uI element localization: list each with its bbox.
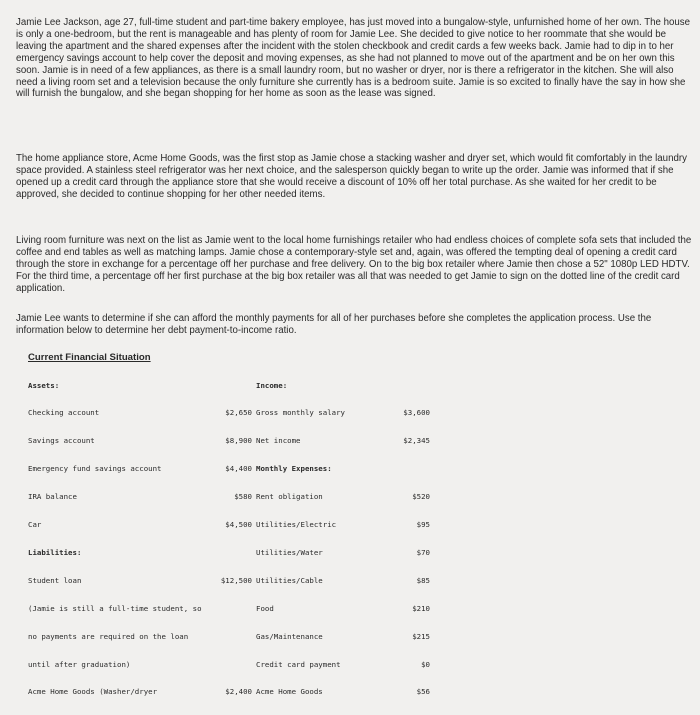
value-row xyxy=(200,604,252,613)
value-row: $520 xyxy=(412,492,430,502)
income-expenses-labels xyxy=(256,362,371,715)
label-row: Student loan xyxy=(28,575,82,585)
paragraph-intro: Jamie Lee Jackson, age 27, full-time student and part-time bakery employee, has just moved into a bungalow-style, unfurnished home of her own. The house is only a one-bedroom, but the rent is manageable and has plenty of room for Jamie Lee. She decided to give notice to her roommate that she would be leaving the apartment and the shared expenses after the incident with the stolen checkbook and credit cards a few weeks back. Jamie had to dip in to her emergency savings account to help cover the deposit and moving expenses, as she had not planned to move out of the apartment and be on her own this soon. Jamie is in need of a few appliances, as there is a small laundry room, but no washer or dryer, nor is there a refrigerator in the kitchen. She will also need a living room set and a television because the only furniture she currently has is a bedroom suite. Jamie is so excited to finally have the say in how she will furnish the bungalow, and she began shopping for her home as soon as the lease was signed. xyxy=(16,17,691,100)
value-row xyxy=(200,660,252,669)
label-row: Food xyxy=(256,603,274,613)
income-expenses-values xyxy=(376,362,430,715)
value-row: $85 xyxy=(416,575,430,585)
assets-liabilities-values xyxy=(200,362,252,715)
value-row: $580 xyxy=(234,492,252,502)
value-row: $210 xyxy=(412,603,430,613)
value-row: $8,900 xyxy=(225,436,252,446)
value-row: $95 xyxy=(416,520,430,530)
value-row xyxy=(376,381,430,390)
label-row: until after graduation) xyxy=(28,659,131,669)
value-row: $70 xyxy=(416,547,430,557)
label-row: Acme Home Goods (Washer/dryer xyxy=(28,687,158,697)
value-row: $2,345 xyxy=(403,436,430,446)
label-row: Checking account xyxy=(28,408,100,418)
label-row: Assets: xyxy=(28,380,60,390)
label-row: Credit card payment xyxy=(256,659,341,669)
value-row: $4,500 xyxy=(225,520,252,530)
label-row: Rent obligation xyxy=(256,492,323,502)
value-row: $0 xyxy=(421,659,430,669)
label-row: Acme Home Goods xyxy=(256,687,323,697)
value-row xyxy=(200,632,252,641)
label-row: Car xyxy=(28,520,42,530)
value-row xyxy=(376,464,430,473)
value-row xyxy=(200,548,252,557)
value-row: $4,400 xyxy=(225,464,252,474)
label-row: Emergency fund savings account xyxy=(28,464,162,474)
paragraph-appliances: The home appliance store, Acme Home Goods, was the first stop as Jamie chose a stacking washer and dryer set, which would fit comfortably in the laundry space provided. A stainless steel refrigerator was her next choice, and the salesperson quickly began to write up the order. Jamie was informed that if she opened up a credit card through the appliance store that she would receive a discount of 10% off her total purchase. As she waited for her credit to be approved, she decided to continue shopping for her other needed items. xyxy=(16,153,687,200)
label-row: Income: xyxy=(256,380,288,390)
label-row: Utilities/Electric xyxy=(256,520,337,530)
value-row: $56 xyxy=(416,687,430,697)
label-row: (Jamie is still a full-time student, so xyxy=(28,603,202,613)
label-row: no payments are required on the loan xyxy=(28,631,189,641)
paragraph-furniture: Living room furniture was next on the list as Jamie went to the local home furnishings retailer who had endless choices of complete sofa sets that included the coffee and end tables as well as matching lamps. Jamie chose a contemporary-style set and, again, was offered the tempting deal of opening a credit card through the store in exchange for a percentage off her purchase and free delivery. On to the big box retailer where Jamie then chose a 52" 1080p LED HDTV. For the third time, a percentage off her first purchase at the big box retailer was all that was needed to get Jamie to sign on the dotted line of the credit card application. xyxy=(16,235,692,294)
value-row xyxy=(200,381,252,390)
label-row: Savings account xyxy=(28,436,95,446)
label-row: IRA balance xyxy=(28,492,77,502)
value-row: $3,600 xyxy=(403,408,430,418)
label-row: Utilities/Cable xyxy=(256,575,323,585)
label-row: Liabilities: xyxy=(28,547,82,557)
label-row: Utilities/Water xyxy=(256,547,323,557)
paragraph-instructions: Jamie Lee wants to determine if she can afford the monthly payments for all of her purchases before she completes the application process. Use the information below to determine her debt payment-to-income ratio. xyxy=(16,313,652,336)
label-row: Net income xyxy=(256,436,301,446)
value-row: $2,400 xyxy=(225,687,252,697)
value-row: $215 xyxy=(412,631,430,641)
financial-situation-title: Current Financial Situation xyxy=(28,352,151,363)
label-row: Gross monthly salary xyxy=(256,408,345,418)
label-row: Monthly Expenses: xyxy=(256,464,332,474)
assets-liabilities-labels xyxy=(28,362,203,715)
value-row: $12,500 xyxy=(220,575,252,585)
value-row: $2,650 xyxy=(225,408,252,418)
label-row: Gas/Maintenance xyxy=(256,631,323,641)
